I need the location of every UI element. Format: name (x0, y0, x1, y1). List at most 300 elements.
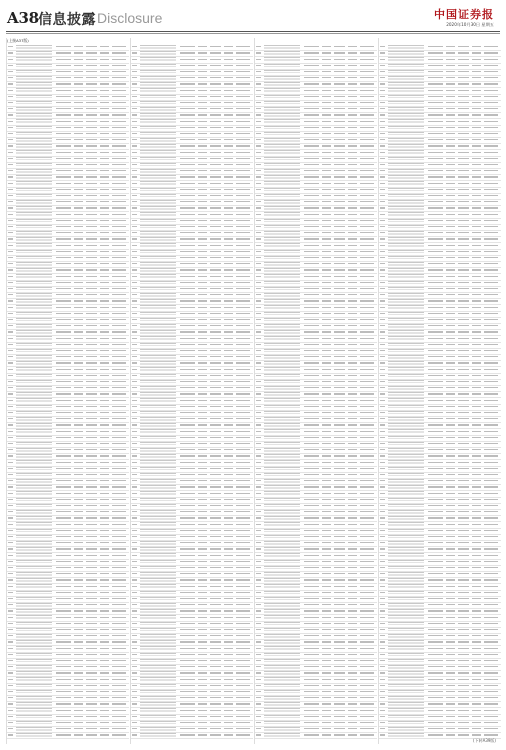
table-cell (472, 307, 481, 308)
table-cell (428, 635, 443, 636)
table-cell (112, 524, 126, 525)
table-cell (56, 654, 71, 655)
table-cell (446, 703, 455, 704)
table-cell (56, 710, 71, 711)
table-cell (348, 276, 357, 277)
table-cell (100, 46, 109, 47)
table-cell (140, 603, 176, 607)
table-cell (210, 152, 221, 153)
table-cell (180, 734, 195, 735)
table-cell (388, 237, 424, 241)
table-cell (180, 294, 195, 295)
table-cell (86, 722, 97, 723)
table-cell (428, 189, 443, 190)
table-cell (86, 269, 97, 270)
table-cell (132, 691, 137, 692)
table-cell (16, 715, 52, 719)
table-cell (348, 592, 357, 593)
table-cell (388, 696, 424, 700)
table-cell (360, 183, 374, 184)
table-cell (334, 437, 345, 438)
table-cell (472, 331, 481, 332)
table-cell (446, 263, 455, 264)
table-cell (210, 555, 221, 556)
table-cell (140, 516, 176, 520)
table-cell (16, 498, 52, 502)
table-cell (56, 406, 71, 407)
table-cell (132, 226, 137, 227)
table-cell (56, 83, 71, 84)
table-cell (264, 45, 300, 49)
table-cell (256, 617, 261, 618)
table-cell (446, 356, 455, 357)
table-cell (112, 325, 126, 326)
table-cell (322, 443, 331, 444)
table-cell (256, 214, 261, 215)
table-cell (458, 133, 469, 134)
table-cell (180, 344, 195, 345)
table-cell (86, 431, 97, 432)
table-cell (256, 387, 261, 388)
table-cell (484, 462, 498, 463)
table-cell (380, 114, 385, 115)
table-cell (472, 226, 481, 227)
table-cell (264, 405, 300, 409)
table-cell (458, 610, 469, 611)
table-cell (484, 201, 498, 202)
table-cell (112, 102, 126, 103)
table-cell (388, 727, 424, 731)
table-cell (360, 431, 374, 432)
table-cell (388, 485, 424, 489)
table-cell (484, 145, 498, 146)
table-cell (86, 393, 97, 394)
table-cell (334, 90, 345, 91)
table-cell (484, 170, 498, 171)
table-cell (56, 462, 71, 463)
table-cell (180, 356, 195, 357)
table-cell (348, 387, 357, 388)
table-cell (388, 349, 424, 353)
table-cell (100, 443, 109, 444)
table-cell (388, 429, 424, 433)
table-cell (484, 369, 498, 370)
table-cell (210, 232, 221, 233)
table-cell (458, 641, 469, 642)
table-cell (56, 387, 71, 388)
table-cell (334, 121, 345, 122)
table-cell (360, 127, 374, 128)
table-cell (56, 734, 71, 735)
table-cell (224, 195, 233, 196)
table-cell (334, 468, 345, 469)
table-cell (304, 344, 319, 345)
table-cell (224, 660, 233, 661)
table-cell (140, 615, 176, 619)
table-cell (458, 586, 469, 587)
table-cell (388, 324, 424, 328)
table-cell (256, 641, 261, 642)
table-cell (210, 350, 221, 351)
table-cell (74, 319, 83, 320)
table-cell (112, 288, 126, 289)
table-cell (388, 355, 424, 359)
table-cell (180, 183, 195, 184)
table-cell (140, 330, 176, 334)
table-cell (8, 52, 13, 53)
table-cell (16, 138, 52, 142)
table-cell (428, 437, 443, 438)
table-cell (74, 214, 83, 215)
table-cell (180, 406, 195, 407)
table-cell (264, 436, 300, 440)
table-cell (264, 157, 300, 161)
table-cell (472, 214, 481, 215)
table-cell (334, 406, 345, 407)
table-cell (322, 629, 331, 630)
table-cell (484, 189, 498, 190)
table-cell (446, 412, 455, 413)
table-cell (360, 263, 374, 264)
table-cell (198, 381, 207, 382)
table-cell (472, 710, 481, 711)
table-cell (380, 176, 385, 177)
table-cell (140, 653, 176, 657)
table-cell (472, 133, 481, 134)
table-cell (210, 276, 221, 277)
table-cell (132, 77, 137, 78)
table-cell (458, 71, 469, 72)
table-cell (322, 59, 331, 60)
table-cell (304, 517, 319, 518)
table-cell (8, 722, 13, 723)
table-cell (428, 592, 443, 593)
table-cell (428, 52, 443, 53)
table-cell (322, 610, 331, 611)
table-cell (484, 176, 498, 177)
table-cell (472, 629, 481, 630)
table-cell (74, 381, 83, 382)
table-cell (210, 294, 221, 295)
table-cell (112, 710, 126, 711)
table-cell (304, 90, 319, 91)
table-cell (304, 443, 319, 444)
table-cell (112, 449, 126, 450)
table-cell (360, 269, 374, 270)
table-cell (472, 344, 481, 345)
table-cell (8, 319, 13, 320)
table-cell (86, 685, 97, 686)
table-cell (458, 486, 469, 487)
table-cell (472, 276, 481, 277)
table-cell (224, 344, 233, 345)
table-cell (348, 350, 357, 351)
table-cell (334, 350, 345, 351)
table-cell (210, 220, 221, 221)
table-cell (140, 708, 176, 712)
table-cell (8, 493, 13, 494)
table-cell (458, 207, 469, 208)
table-cell (140, 361, 176, 365)
table-rows (379, 44, 501, 744)
table-cell (322, 220, 331, 221)
table-cell (8, 586, 13, 587)
table-cell (210, 145, 221, 146)
table-cell (86, 586, 97, 587)
table-cell (74, 468, 83, 469)
table-cell (224, 592, 233, 593)
table-cell (322, 71, 331, 72)
table-cell (140, 479, 176, 483)
table-cell (16, 448, 52, 452)
table-cell (472, 294, 481, 295)
table-cell (484, 183, 498, 184)
table-cell (56, 629, 71, 630)
continued-from-label: (上接A37版) (7, 38, 29, 43)
table-cell (304, 183, 319, 184)
table-cell (132, 685, 137, 686)
table-cell (86, 164, 97, 165)
table-cell (100, 418, 109, 419)
table-cell (86, 282, 97, 283)
table-cell (86, 400, 97, 401)
table-cell (428, 406, 443, 407)
table-cell (180, 400, 195, 401)
table-cell (334, 462, 345, 463)
table-cell (446, 325, 455, 326)
table-cell (472, 648, 481, 649)
table-cell (236, 145, 250, 146)
table-cell (334, 499, 345, 500)
table-cell (256, 65, 261, 66)
table-cell (458, 579, 469, 580)
table-cell (304, 641, 319, 642)
table-cell (8, 59, 13, 60)
table-row (7, 732, 129, 739)
table-cell (74, 145, 83, 146)
table-cell (112, 579, 126, 580)
table-cell (16, 175, 52, 179)
table-cell (224, 127, 233, 128)
table-cell (8, 604, 13, 605)
table-cell (256, 170, 261, 171)
table-cell (334, 356, 345, 357)
table-cell (484, 108, 498, 109)
table-cell (264, 733, 300, 737)
table-cell (360, 437, 374, 438)
table-cell (224, 307, 233, 308)
table-cell (304, 455, 319, 456)
table-cell (304, 480, 319, 481)
table-cell (264, 175, 300, 179)
table-cell (472, 555, 481, 556)
table-cell (472, 424, 481, 425)
table-cell (16, 318, 52, 322)
table-cell (210, 542, 221, 543)
table-cell (446, 437, 455, 438)
table-cell (380, 406, 385, 407)
table-cell (180, 65, 195, 66)
table-cell (86, 561, 97, 562)
table-cell (180, 679, 195, 680)
table-cell (264, 578, 300, 582)
table-cell (236, 722, 250, 723)
table-cell (428, 77, 443, 78)
table-cell (180, 486, 195, 487)
table-cell (360, 536, 374, 537)
table-cell (322, 722, 331, 723)
table-cell (264, 206, 300, 210)
table-cell (236, 238, 250, 239)
table-cell (360, 660, 374, 661)
table-cell (322, 499, 331, 500)
table-cell (446, 648, 455, 649)
table-cell (484, 96, 498, 97)
table-cell (100, 679, 109, 680)
table-cell (16, 634, 52, 638)
table-cell (458, 214, 469, 215)
table-cell (360, 65, 374, 66)
table-cell (74, 728, 83, 729)
table-cell (348, 381, 357, 382)
table-cell (428, 127, 443, 128)
table-cell (16, 367, 52, 371)
table-cell (360, 617, 374, 618)
table-cell (360, 499, 374, 500)
table-cell (264, 671, 300, 675)
table-cell (458, 573, 469, 574)
table-cell (140, 442, 176, 446)
table-cell (100, 722, 109, 723)
table-cell (472, 201, 481, 202)
table-cell (484, 586, 498, 587)
table-cell (322, 121, 331, 122)
table-cell (74, 697, 83, 698)
table-cell (458, 238, 469, 239)
table-cell (322, 598, 331, 599)
table-cell (334, 307, 345, 308)
table-cell (256, 108, 261, 109)
table-cell (256, 282, 261, 283)
table-row (131, 732, 253, 739)
table-cell (86, 703, 97, 704)
table-cell (16, 491, 52, 495)
table-cell (360, 486, 374, 487)
table-cell (388, 45, 424, 49)
table-cell (264, 51, 300, 55)
table-cell (236, 524, 250, 525)
table-cell (16, 702, 52, 706)
table-cell (458, 418, 469, 419)
table-cell (236, 220, 250, 221)
table-row (255, 732, 377, 739)
table-cell (56, 449, 71, 450)
table-cell (210, 468, 221, 469)
table-cell (380, 424, 385, 425)
table-cell (304, 207, 319, 208)
table-cell (348, 728, 357, 729)
table-cell (446, 238, 455, 239)
table-cell (256, 319, 261, 320)
table-cell (198, 555, 207, 556)
table-cell (322, 344, 331, 345)
table-cell (380, 133, 385, 134)
table-cell (428, 83, 443, 84)
table-cell (256, 505, 261, 506)
table-cell (380, 102, 385, 103)
table-cell (112, 468, 126, 469)
table-cell (140, 529, 176, 533)
table-cell (236, 437, 250, 438)
table-cell (132, 369, 137, 370)
table-cell (16, 380, 52, 384)
table-cell (304, 691, 319, 692)
table-cell (56, 679, 71, 680)
table-cell (198, 331, 207, 332)
table-cell (472, 176, 481, 177)
table-cell (264, 609, 300, 613)
table-cell (236, 83, 250, 84)
table-cell (112, 697, 126, 698)
table-cell (132, 294, 137, 295)
table-cell (264, 727, 300, 731)
table-cell (236, 579, 250, 580)
table-cell (224, 641, 233, 642)
table-cell (100, 437, 109, 438)
table-cell (428, 617, 443, 618)
table-cell (264, 516, 300, 520)
table-cell (380, 300, 385, 301)
table-cell (380, 703, 385, 704)
table-cell (86, 381, 97, 382)
table-cell (180, 660, 195, 661)
table-cell (198, 307, 207, 308)
table-cell (458, 437, 469, 438)
table-cell (348, 449, 357, 450)
table-cell (380, 455, 385, 456)
table-cell (100, 307, 109, 308)
table-cell (264, 603, 300, 607)
table-cell (16, 405, 52, 409)
table-cell (304, 71, 319, 72)
table-cell (236, 474, 250, 475)
table-cell (484, 245, 498, 246)
table-cell (256, 59, 261, 60)
table-cell (112, 548, 126, 549)
table-cell (322, 102, 331, 103)
table-cell (264, 318, 300, 322)
table-cell (360, 573, 374, 574)
table-cell (236, 710, 250, 711)
table-cell (256, 139, 261, 140)
table-cell (198, 344, 207, 345)
table-cell (132, 524, 137, 525)
table-cell (180, 697, 195, 698)
table-cell (484, 319, 498, 320)
table-cell (224, 393, 233, 394)
table-cell (74, 517, 83, 518)
table-cell (446, 573, 455, 574)
table-cell (198, 536, 207, 537)
table-cell (236, 685, 250, 686)
table-cell (86, 207, 97, 208)
table-cell (380, 381, 385, 382)
table-cell (74, 307, 83, 308)
table-cell (8, 449, 13, 450)
table-cell (100, 108, 109, 109)
table-cell (198, 524, 207, 525)
table-cell (264, 113, 300, 117)
